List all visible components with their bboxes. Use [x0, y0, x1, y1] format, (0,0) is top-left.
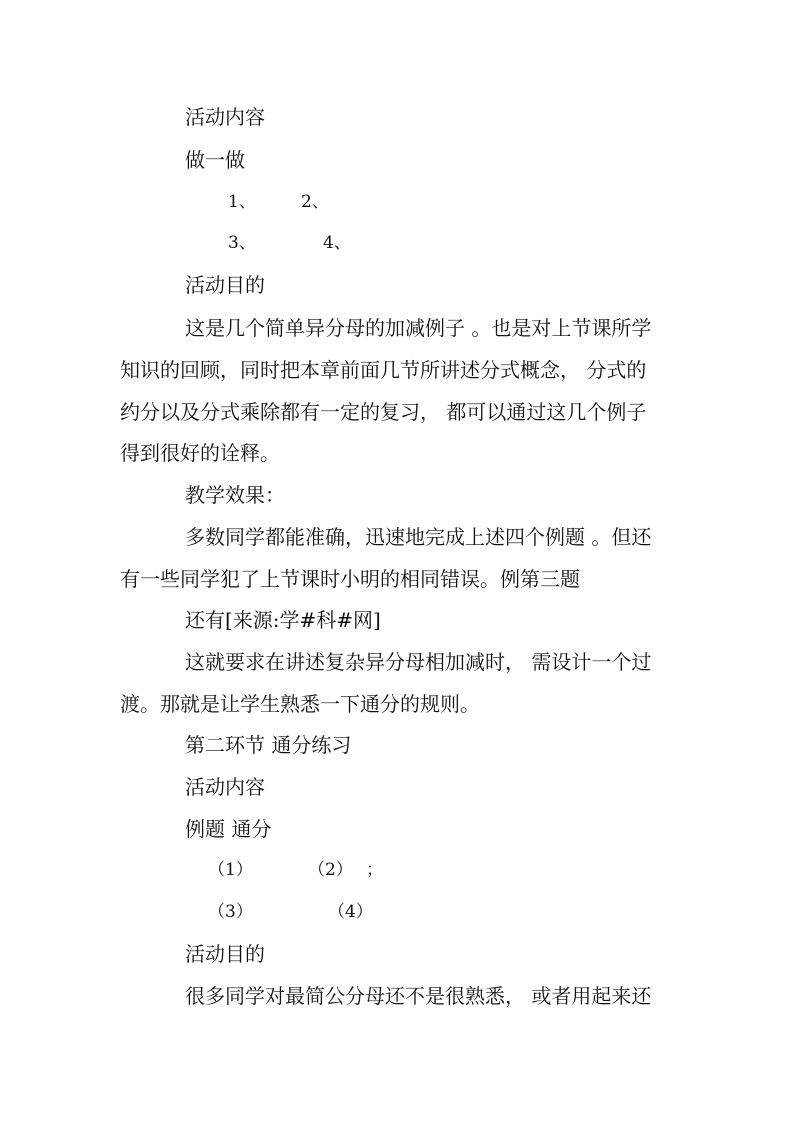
example-item-4: （4）: [328, 902, 373, 922]
transition-paragraph-line: 渡。那就是让学生熟悉一下通分的规则。: [120, 692, 480, 716]
goal-paragraph-line: 约分以及分式乘除都有一定的复习， 都可以通过这几个例子: [120, 400, 647, 424]
exercise-item-1: 1、: [228, 192, 256, 212]
exercise-item-4: 4、: [323, 233, 351, 253]
teaching-effect-heading: 教学效果：: [185, 483, 285, 507]
example-heading: 例题 通分: [185, 817, 272, 841]
effect-paragraph-line: 有一些同学犯了上节课时小明的相同错误。例第三题: [120, 567, 580, 591]
goal-paragraph-line: 这是几个简单异分母的加减例子 。也是对上节课所学: [185, 316, 652, 340]
also-line: 还有[来源:学#科#网]: [185, 608, 381, 632]
goal-paragraph-line: 得到很好的诠释。: [120, 441, 280, 465]
goal-paragraph-line-2: 很多同学对最简公分母还不是很熟悉， 或者用起来还: [185, 984, 652, 1008]
section-two-heading: 第二环节 通分练习: [185, 733, 352, 757]
activity-content-heading-2: 活动内容: [185, 775, 265, 799]
do-it-heading: 做一做: [185, 148, 245, 172]
example-item-1: （1）: [208, 860, 253, 880]
example-item-2: （2）: [308, 860, 353, 880]
activity-content-heading: 活动内容: [185, 105, 265, 129]
exercise-item-3: 3、: [228, 233, 256, 253]
semicolon-mark: ；: [366, 860, 383, 880]
transition-paragraph-line: 这就要求在讲述复杂异分母相加减时， 需设计一个过: [185, 650, 652, 674]
example-item-3: （3）: [208, 902, 253, 922]
exercise-item-2: 2、: [301, 192, 329, 212]
goal-paragraph-line: 知识的回顾，同时把本章前面几节所讲述分式概念， 分式的: [120, 358, 647, 382]
effect-paragraph-line: 多数同学都能准确，迅速地完成上述四个例题 。但还: [185, 525, 652, 549]
activity-goal-heading-2: 活动目的: [185, 942, 265, 966]
activity-goal-heading: 活动目的: [185, 273, 265, 297]
